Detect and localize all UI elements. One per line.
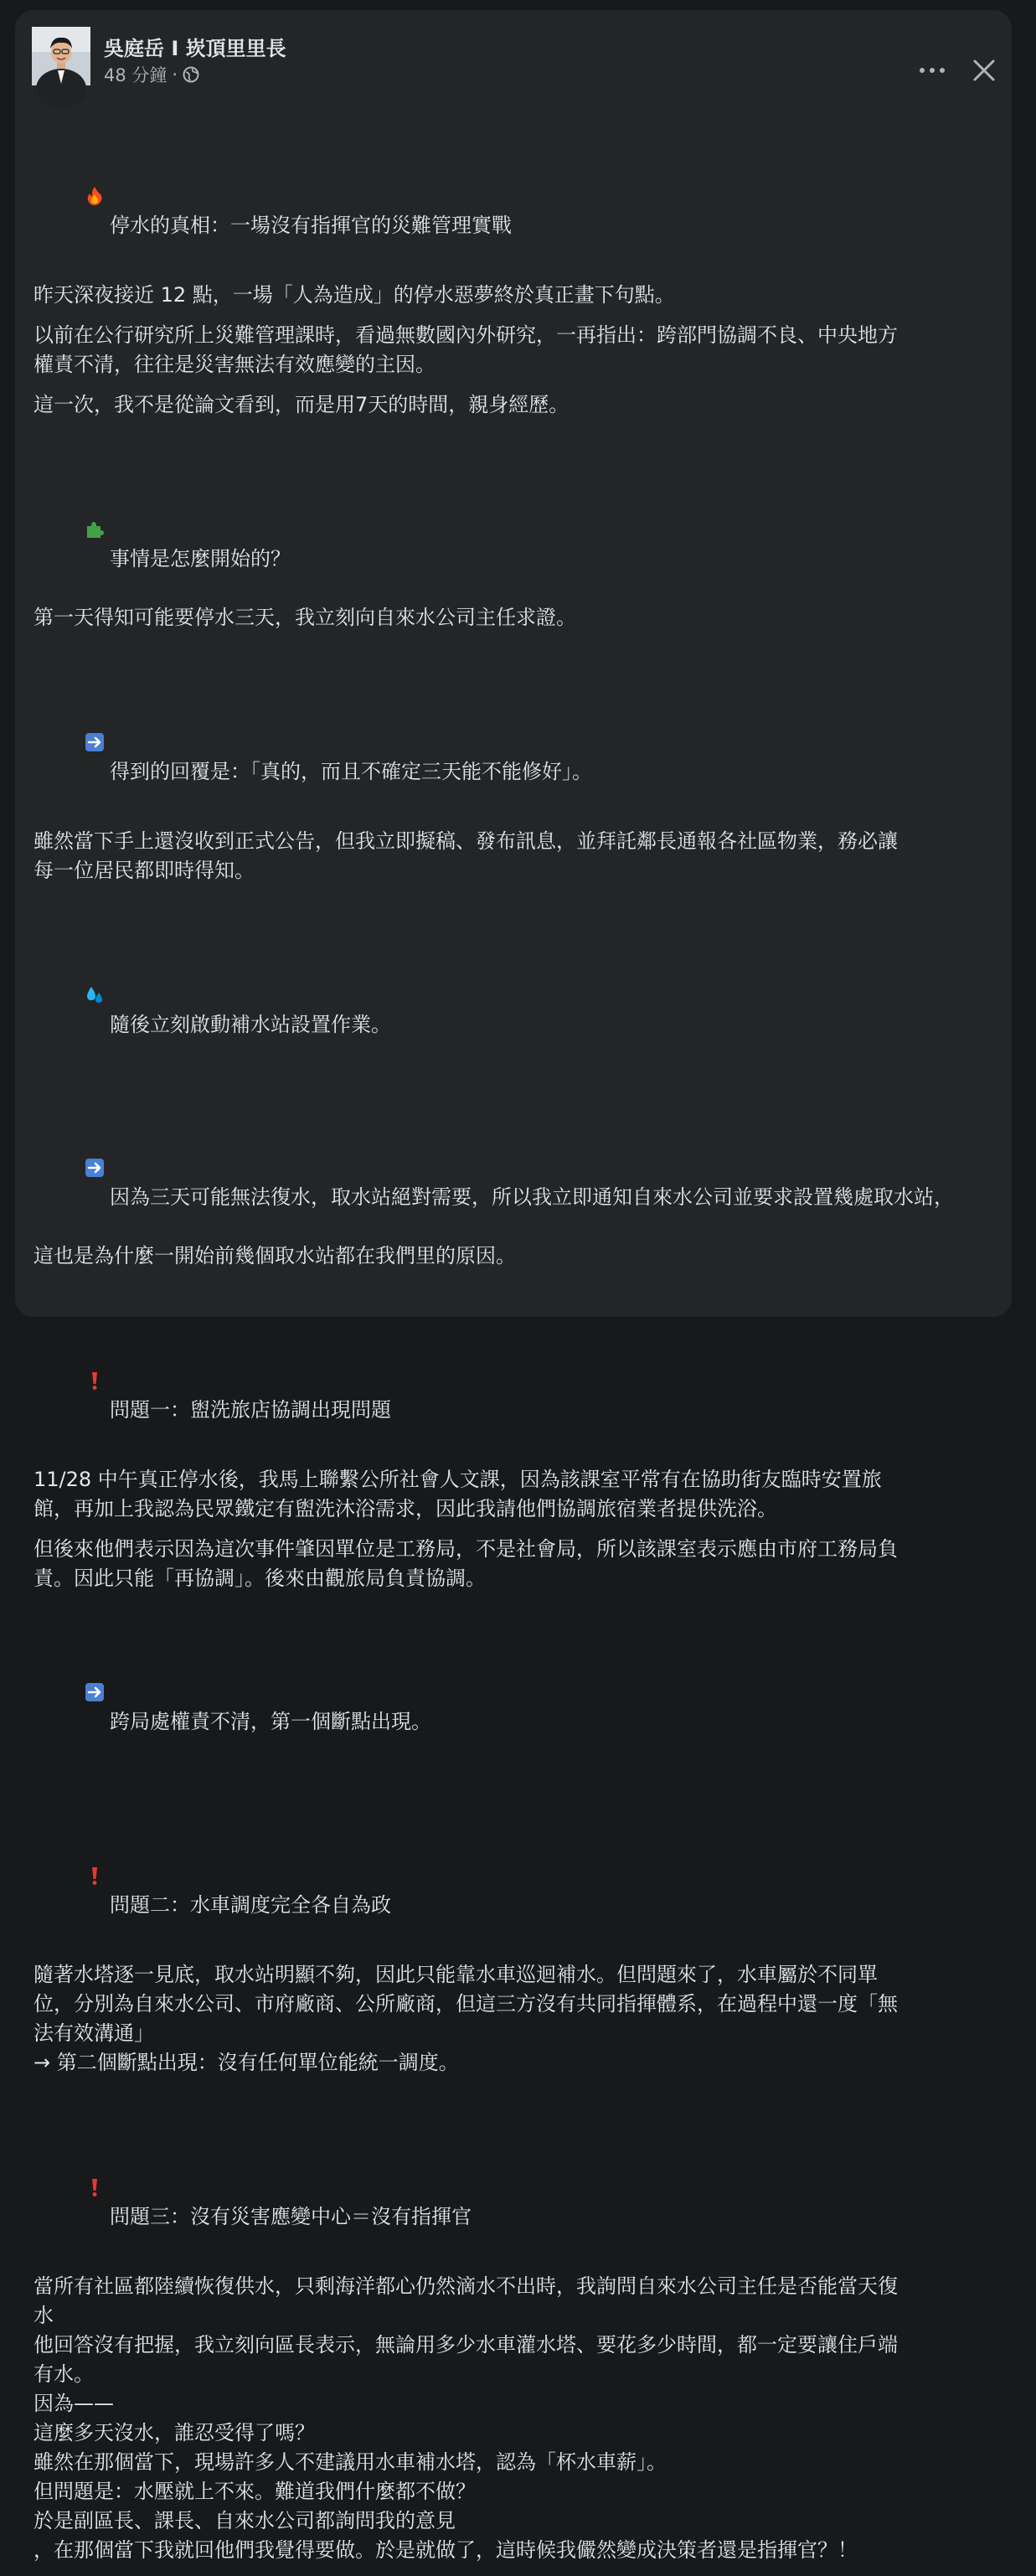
paragraph [34, 1777, 988, 1949]
meta-separator: · [172, 65, 178, 85]
text-line: ，在那個當下我就回他們我覺得要做。於是就做了，這時候我儼然變成決策者還是指揮官？！ [34, 2538, 858, 2562]
paragraph [34, 1535, 988, 1766]
paragraph [34, 1960, 988, 2078]
right-arrow-icon [85, 673, 105, 693]
text-line: 得到的回覆是：「真的，而且不確定三天能不能修好」。 [110, 760, 593, 783]
water-drops-icon [85, 926, 105, 946]
globe-icon [183, 66, 199, 83]
paragraph [34, 1282, 988, 1454]
text-line: 雖然當下手上還沒收到正式公告，但我立即擬稿、發布訊息，並拜託鄰長通報各社區物業，務必讓 [34, 829, 898, 853]
text-line: 每一位居民都即時得知。 [34, 859, 255, 882]
post-card [15, 10, 1012, 2562]
exclamation-icon [85, 2118, 105, 2138]
section-heading: 問題一：盥洗旅店協調出現問題 [110, 1398, 392, 1422]
text-line: 責。因此只能「再協調」。後來由觀旅局負責協調。 [34, 1567, 486, 1590]
exclamation-icon [85, 1806, 105, 1826]
text-line: 位，分別為自來水公司、市府廠商、公所廠商，但這三方沒有共同指揮體系，在過程中還一度「無 [34, 1992, 898, 2016]
text-line: 昨天深夜接近 12 點，一場「人為造成」的停水惡夢終於真正畫下句點。 [34, 283, 675, 307]
puzzle-icon [85, 460, 105, 480]
paragraph [34, 390, 988, 420]
text-line: 隨著水塔逐一見底，取水站明顯不夠，因此只能靠水車巡迴補水。但問題來了，水車屬於不同單 [34, 1963, 878, 1986]
text-line: 因為三天可能無法復水，取水站絕對需要，所以我立即通知自來水公司並要求設置幾處取水站， [110, 1185, 955, 1209]
more-options-icon[interactable] [915, 54, 949, 87]
text-line: 當所有社區都陸續恢復供水，只剩海洋都心仍然滴水不出時，我詢問自來水公司主任是否能當天復 [34, 2274, 898, 2298]
section-heading: 問題三：沒有災害應變中心＝沒有指揮官 [110, 2205, 472, 2228]
paragraph-title [34, 97, 988, 270]
text-line: 第一天得知可能要停水三天，我立刻向自來水公司主任求證。 [34, 606, 576, 629]
section-heading: 問題二：水車調度完全各自為政 [110, 1893, 392, 1917]
text-line: 這也是為什麼一開始前幾個取水站都在我們里的原因。 [34, 1244, 516, 1267]
post-body [34, 97, 988, 2576]
paragraph [34, 431, 988, 632]
text-line: 這麼多天沒水，誰忍受得了嗎？ [34, 2421, 315, 2444]
close-icon[interactable] [967, 54, 1001, 87]
paragraph [34, 827, 988, 885]
text-line: 隨後立刻啟動補水站設置作業。 [110, 1013, 392, 1036]
paragraph [34, 2272, 988, 2565]
post-title: 停水的真相：一場沒有指揮官的災難管理實戰 [110, 214, 513, 237]
avatar[interactable] [32, 27, 90, 85]
text-line: → 第二個斷點出現：沒有任何單位能統一調度。 [34, 2051, 459, 2074]
paragraph [34, 896, 988, 1271]
exclamation-icon [85, 1311, 105, 1331]
paragraph [34, 2088, 988, 2261]
post-time[interactable]: 48 分鐘 [104, 65, 168, 85]
right-arrow-icon [85, 1098, 105, 1118]
paragraph [34, 643, 988, 816]
text-line: 於是副區長、課長、自來水公司都詢問我的意見 [34, 2509, 456, 2532]
text-line: 法有效溝通」 [34, 2021, 154, 2045]
text-line: 11/28 中午真正停水後，我馬上聯繫公所社會人文課，因為該課室平常有在協助街友臨時安置旅 [34, 1468, 882, 1491]
post-meta [104, 62, 199, 87]
text-line: 以前在公行研究所上災難管理課時，看過無數國內外研究，一再指出：跨部門協調不良、中央地方 [34, 323, 898, 347]
text-line: 權責不清，往往是災害無法有效應變的主因。 [34, 353, 436, 376]
text-line: 跨局處權責不清，第一個斷點出現。 [110, 1710, 432, 1733]
fire-icon [85, 126, 105, 147]
text-line: 這一次，我不是從論文看到，而是用7天的時間，親身經歷。 [34, 393, 570, 416]
section-heading: 事情是怎麼開始的？ [110, 547, 291, 570]
text-line: 雖然在那個當下，現場許多人不建議用水車補水塔，認為「杯水車薪」。 [34, 2450, 667, 2474]
right-arrow-icon [85, 1623, 105, 1643]
text-line: 水 [34, 2304, 54, 2327]
paragraph [34, 321, 988, 379]
text-line: 他回答沒有把握，我立刻向區長表示，無論用多少水車灌水塔、要花多少時間，都一定要讓住戶端 [34, 2333, 898, 2357]
text-line: 但後來他們表示因為這次事件肇因單位是工務局，不是社會局，所以該課室表示應由市府工務局負 [34, 1537, 898, 1561]
text-line: 館，再加上我認為民眾鐵定有盥洗沐浴需求，因此我請他們協調旅宿業者提供洗浴。 [34, 1497, 777, 1520]
paragraph [34, 281, 988, 310]
text-line: 因為—— [34, 2392, 114, 2415]
text-line: 有水。 [34, 2362, 94, 2386]
paragraph [34, 1465, 988, 1524]
text-line: 但問題是：水壓就上不來。難道我們什麼都不做？ [34, 2480, 476, 2503]
post-header [32, 27, 995, 87]
author-name[interactable]: 吳庭岳 I 崁頂里里長 [104, 37, 286, 60]
